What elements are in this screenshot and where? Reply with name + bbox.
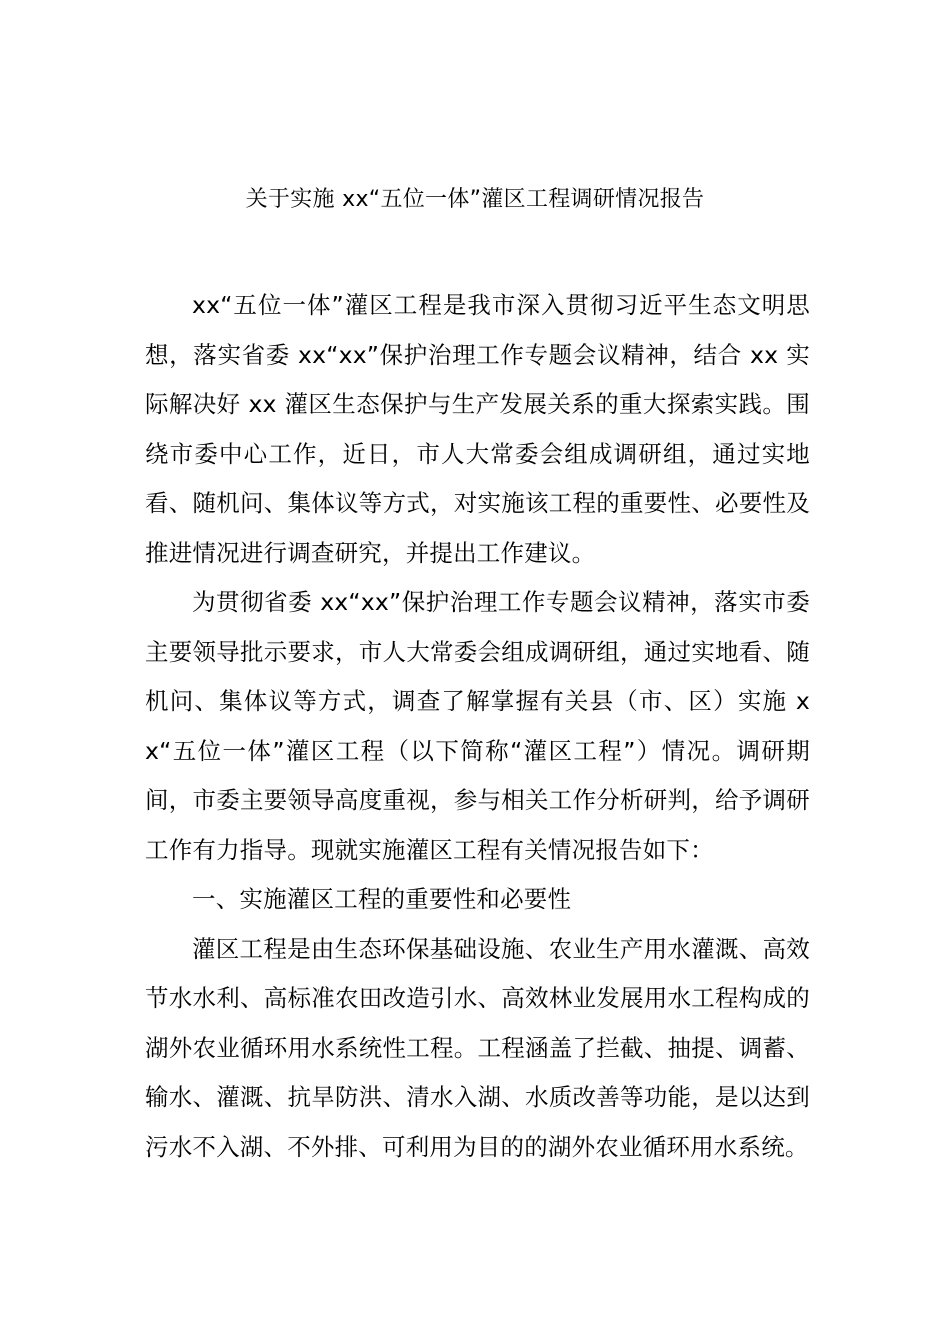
section-heading: 一、实施灌区工程的重要性和必要性	[192, 885, 572, 913]
document-body	[145, 281, 810, 1172]
paragraph-section-one: 灌区工程是由生态环保基础设施、农业生产用水灌溉、高效节水水利、高标准农田改造引水、高效林业发展用水工程构成的湖外农业循环用水系统性工程。工程涵盖了拦截、抽提、调蓄、输水、灌溉、抗旱防洪、清水入湖、水质改善等功能，是以达到污水不入湖、不外排、可利用为目的的湖外农业循环用水系统。	[145, 934, 810, 1161]
paragraph-intro: xx“五位一体”灌区工程是我市深入贯彻习近平生态文明思想，落实省委 xx“xx”保护治理工作专题会议精神，结合 xx 实际解决好 xx 灌区生态保护与生产发展关系的重大探索实践。围绕市委中心工作，近日，市人大常委会组成调研组，通过实地看、随机问、集体议等方式，对实施该工程的重要性、必要性及推进情况进行调查研究，并提出工作建议。	[145, 291, 810, 567]
document-title: 关于实施 xx“五位一体”灌区工程调研情况报告	[245, 187, 705, 212]
paragraph-background: 为贯彻省委 xx“xx”保护治理工作专题会议精神，落实市委主要领导批示要求，市人大常委会组成调研组，通过实地看、随机问、集体议等方式，调查了解掌握有关县（市、区）实施 xx“五位一体”灌区工程（以下简称“灌区工程”）情况。调研期间，市委主要领导高度重视，参与相关工作分析研判，给予调研工作有力指导。现就实施灌区工程有关情况报告如下：	[145, 588, 810, 864]
